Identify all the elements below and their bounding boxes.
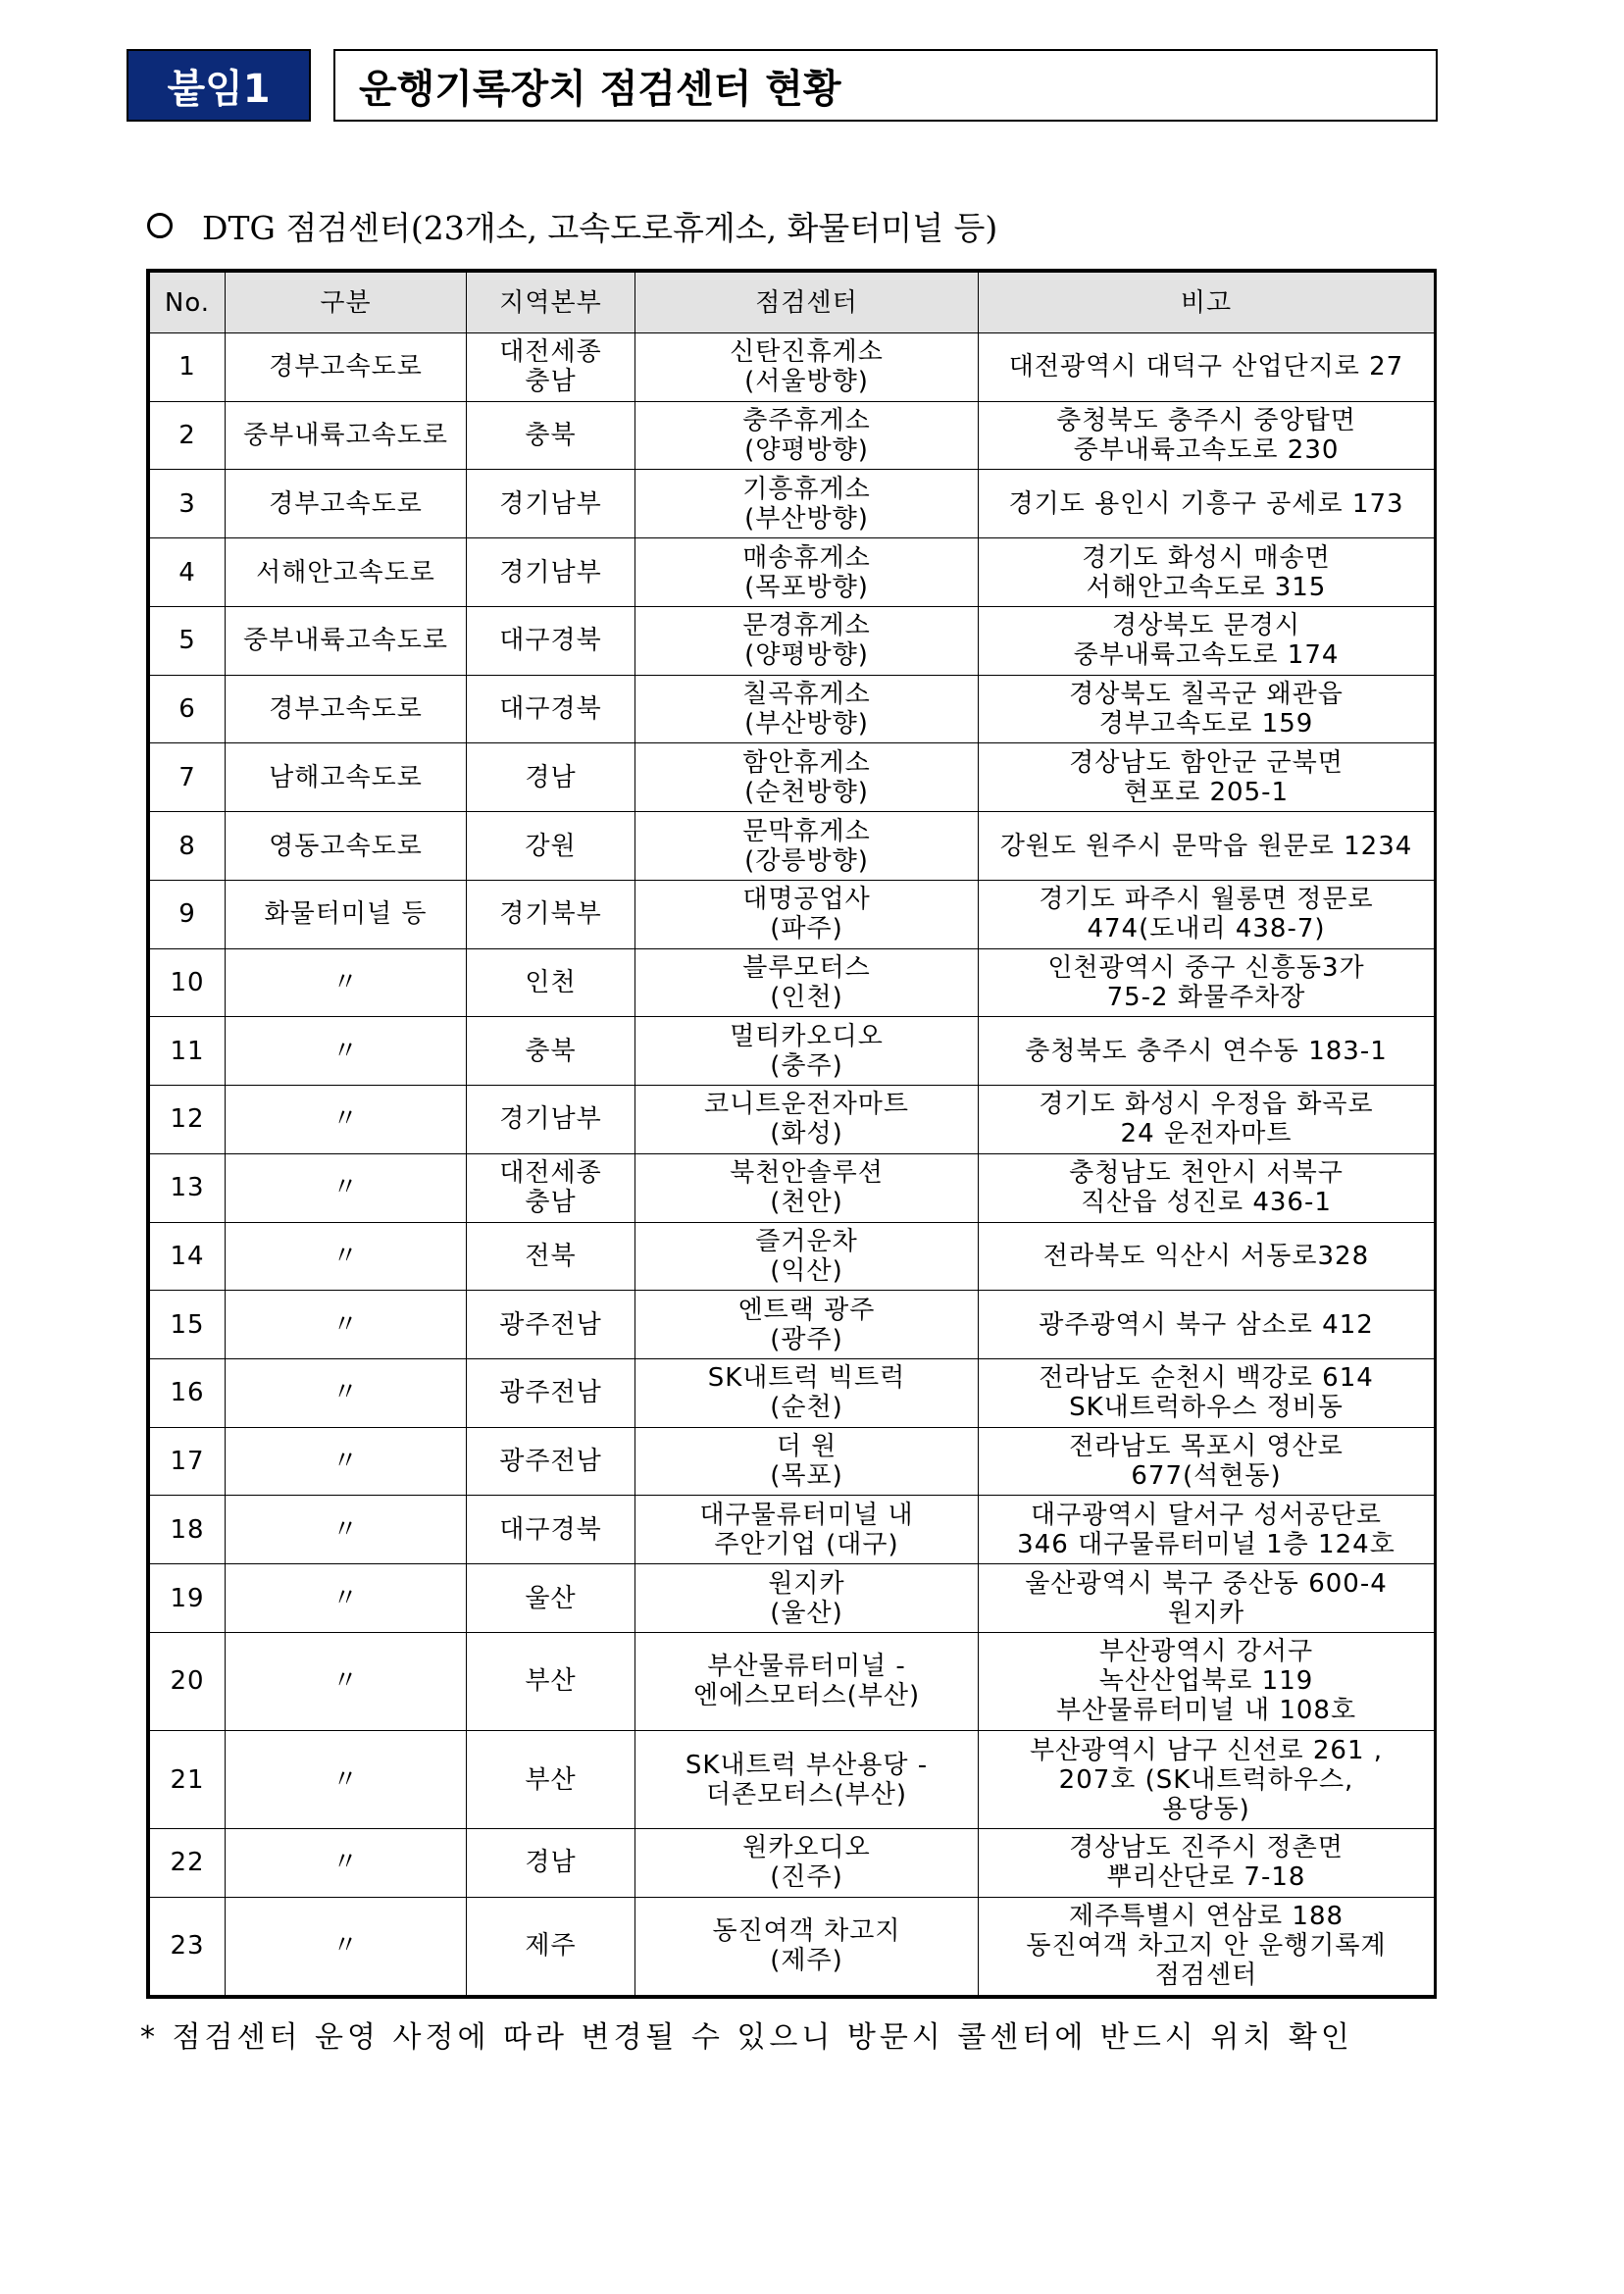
table-row	[150, 333, 1435, 402]
cell-region: 충북	[467, 1017, 635, 1086]
cell-region: 경기남부	[467, 470, 635, 538]
cell-center: 대명공업사 (파주)	[635, 880, 979, 948]
cell-center: SK내트럭 빅트럭 (순천)	[635, 1359, 979, 1428]
cell-region: 강원	[467, 812, 635, 881]
cell-note: 충청북도 충주시 연수동 183-1	[979, 1017, 1435, 1086]
cell-no: 8	[150, 812, 226, 881]
cell-region: 충북	[467, 401, 635, 470]
column-header-region: 지역본부	[467, 273, 635, 333]
column-header-center: 점검센터	[635, 273, 979, 333]
cell-no: 21	[150, 1731, 226, 1829]
cell-no: 12	[150, 1086, 226, 1154]
cell-note: 경상남도 함안군 군북면 현포로 205-1	[979, 743, 1435, 812]
column-header-no: No.	[150, 273, 226, 333]
cell-region: 경남	[467, 743, 635, 812]
cell-gubun: 경부고속도로	[226, 470, 467, 538]
cell-gubun: 〃	[226, 1632, 467, 1730]
cell-note: 경상북도 칠곡군 왜관읍 경부고속도로 159	[979, 675, 1435, 743]
cell-center: 문막휴게소 (강릉방향)	[635, 812, 979, 881]
cell-no: 16	[150, 1359, 226, 1428]
cell-gubun: 중부내륙고속도로	[226, 606, 467, 675]
table-row	[150, 1359, 1435, 1428]
cell-center: 기흥휴게소 (부산방향)	[635, 470, 979, 538]
cell-gubun: 〃	[226, 1496, 467, 1564]
cell-no: 10	[150, 948, 226, 1017]
cell-no: 23	[150, 1897, 226, 1995]
column-header-gubun: 구분	[226, 273, 467, 333]
page-title	[333, 49, 1438, 122]
cell-region: 경기남부	[467, 1086, 635, 1154]
cell-center: 부산물류터미널 - 엔에스모터스(부산)	[635, 1632, 979, 1730]
cell-no: 14	[150, 1222, 226, 1291]
cell-note: 대전광역시 대덕구 산업단지로 27	[979, 333, 1435, 402]
cell-no: 7	[150, 743, 226, 812]
table-row	[150, 1731, 1435, 1829]
cell-no: 17	[150, 1427, 226, 1496]
cell-gubun: 경부고속도로	[226, 333, 467, 402]
cell-no: 5	[150, 606, 226, 675]
cell-note: 경상북도 문경시 중부내륙고속도로 174	[979, 606, 1435, 675]
table-row	[150, 1496, 1435, 1564]
cell-note: 강원도 원주시 문막읍 원문로 1234	[979, 812, 1435, 881]
footnote: * 점검센터 운영 사정에 따라 변경될 수 있으니 방문시 콜센터에 반드시 위치 확인	[140, 2020, 1353, 2055]
inspection-center-table	[146, 269, 1437, 1999]
cell-center: 칠곡휴게소 (부산방향)	[635, 675, 979, 743]
table-row	[150, 812, 1435, 881]
cell-gubun: 〃	[226, 948, 467, 1017]
table-row	[150, 1153, 1435, 1222]
table-row	[150, 470, 1435, 538]
table-header-row	[150, 273, 1435, 333]
cell-gubun: 남해고속도로	[226, 743, 467, 812]
cell-gubun: 〃	[226, 1291, 467, 1359]
cell-gubun: 〃	[226, 1222, 467, 1291]
cell-gubun: 〃	[226, 1153, 467, 1222]
cell-center: 원지카 (울산)	[635, 1564, 979, 1633]
cell-note: 대구광역시 달서구 성서공단로 346 대구물류터미널 1층 124호	[979, 1496, 1435, 1564]
cell-region: 인천	[467, 948, 635, 1017]
cell-gubun: 경부고속도로	[226, 675, 467, 743]
cell-no: 19	[150, 1564, 226, 1633]
table-row	[150, 538, 1435, 607]
table-row	[150, 1086, 1435, 1154]
cell-no: 22	[150, 1829, 226, 1898]
cell-no: 9	[150, 880, 226, 948]
cell-note: 제주특별시 연삼로 188 동진여객 차고지 안 운행기록계 점검센터	[979, 1897, 1435, 1995]
circle-bullet-icon	[147, 213, 173, 238]
cell-region: 제주	[467, 1897, 635, 1995]
cell-region: 광주전남	[467, 1291, 635, 1359]
cell-center: 함안휴게소 (순천방향)	[635, 743, 979, 812]
table-row	[150, 743, 1435, 812]
cell-gubun: 중부내륙고속도로	[226, 401, 467, 470]
cell-note: 경기도 용인시 기흥구 공세로 173	[979, 470, 1435, 538]
section-heading-text: DTG 점검센터(23개소, 고속도로휴게소, 화물터미널 등)	[202, 208, 998, 247]
cell-note: 부산광역시 강서구 녹산산업북로 119 부산물류터미널 내 108호	[979, 1632, 1435, 1730]
table-row	[150, 1632, 1435, 1730]
table-row	[150, 948, 1435, 1017]
cell-center: 매송휴게소 (목포방향)	[635, 538, 979, 607]
cell-region: 광주전남	[467, 1427, 635, 1496]
cell-note: 경기도 화성시 우정읍 화곡로 24 운전자마트	[979, 1086, 1435, 1154]
cell-gubun: 〃	[226, 1427, 467, 1496]
cell-gubun: 화물터미널 등	[226, 880, 467, 948]
cell-gubun: 〃	[226, 1086, 467, 1154]
cell-center: 멀티카오디오 (충주)	[635, 1017, 979, 1086]
table-row	[150, 606, 1435, 675]
cell-no: 15	[150, 1291, 226, 1359]
cell-no: 20	[150, 1632, 226, 1730]
cell-note: 경기도 파주시 월롱면 정문로 474(도내리 438-7)	[979, 880, 1435, 948]
cell-center: 즐거운차 (익산)	[635, 1222, 979, 1291]
cell-region: 부산	[467, 1632, 635, 1730]
table-row	[150, 1427, 1435, 1496]
cell-note: 전라남도 순천시 백강로 614 SK내트럭하우스 정비동	[979, 1359, 1435, 1428]
cell-no: 3	[150, 470, 226, 538]
table-row	[150, 1222, 1435, 1291]
cell-center: 엔트랙 광주 (광주)	[635, 1291, 979, 1359]
table-row	[150, 1291, 1435, 1359]
cell-note: 부산광역시 남구 신선로 261 , 207호 (SK내트럭하우스, 용당동)	[979, 1731, 1435, 1829]
cell-center: 코니트운전자마트 (화성)	[635, 1086, 979, 1154]
cell-center: 더 원 (목포)	[635, 1427, 979, 1496]
cell-region: 부산	[467, 1731, 635, 1829]
cell-center: 신탄진휴게소 (서울방향)	[635, 333, 979, 402]
cell-gubun: 〃	[226, 1017, 467, 1086]
table-body	[150, 333, 1435, 1996]
cell-note: 충청북도 충주시 중앙탑면 중부내륙고속도로 230	[979, 401, 1435, 470]
table-row	[150, 675, 1435, 743]
cell-gubun: 〃	[226, 1731, 467, 1829]
cell-no: 11	[150, 1017, 226, 1086]
cell-center: SK내트럭 부산용당 - 더존모터스(부산)	[635, 1731, 979, 1829]
cell-center: 블루모터스 (인천)	[635, 948, 979, 1017]
cell-gubun: 〃	[226, 1829, 467, 1898]
cell-gubun: 영동고속도로	[226, 812, 467, 881]
cell-region: 광주전남	[467, 1359, 635, 1428]
section-heading	[147, 201, 997, 250]
cell-region: 대구경북	[467, 675, 635, 743]
cell-center: 원카오디오 (진주)	[635, 1829, 979, 1898]
cell-region: 대구경북	[467, 606, 635, 675]
cell-gubun: 〃	[226, 1359, 467, 1428]
table-row	[150, 1829, 1435, 1898]
cell-region: 대전세종 충남	[467, 333, 635, 402]
cell-note: 인천광역시 중구 신흥동3가 75-2 화물주차장	[979, 948, 1435, 1017]
table-row	[150, 1017, 1435, 1086]
cell-note: 전라남도 목포시 영산로 677(석현동)	[979, 1427, 1435, 1496]
cell-region: 대구경북	[467, 1496, 635, 1564]
cell-no: 4	[150, 538, 226, 607]
cell-no: 1	[150, 333, 226, 402]
cell-region: 울산	[467, 1564, 635, 1633]
cell-region: 경남	[467, 1829, 635, 1898]
cell-gubun: 〃	[226, 1564, 467, 1633]
cell-region: 전북	[467, 1222, 635, 1291]
table-row	[150, 401, 1435, 470]
table-row	[150, 1564, 1435, 1633]
cell-region: 경기남부	[467, 538, 635, 607]
page-title-text: 운행기록장치 점검센터 현황	[359, 66, 841, 112]
cell-center: 북천안솔루션 (천안)	[635, 1153, 979, 1222]
cell-no: 6	[150, 675, 226, 743]
cell-note: 전라북도 익산시 서동로328	[979, 1222, 1435, 1291]
cell-no: 18	[150, 1496, 226, 1564]
cell-gubun: 〃	[226, 1897, 467, 1995]
cell-note: 경기도 화성시 매송면 서해안고속도로 315	[979, 538, 1435, 607]
cell-center: 대구물류터미널 내 주안기업 (대구)	[635, 1496, 979, 1564]
column-header-note: 비고	[979, 273, 1435, 333]
cell-note: 경상남도 진주시 정촌면 뿌리산단로 7-18	[979, 1829, 1435, 1898]
cell-no: 13	[150, 1153, 226, 1222]
cell-note: 광주광역시 북구 삼소로 412	[979, 1291, 1435, 1359]
cell-region: 대전세종 충남	[467, 1153, 635, 1222]
attachment-badge: 붙임1	[127, 49, 311, 122]
cell-note: 울산광역시 북구 중산동 600-4 원지카	[979, 1564, 1435, 1633]
cell-region: 경기북부	[467, 880, 635, 948]
table-row	[150, 880, 1435, 948]
cell-center: 문경휴게소 (양평방향)	[635, 606, 979, 675]
cell-no: 2	[150, 401, 226, 470]
cell-note: 충청남도 천안시 서북구 직산읍 성진로 436-1	[979, 1153, 1435, 1222]
table-row	[150, 1897, 1435, 1995]
cell-gubun: 서해안고속도로	[226, 538, 467, 607]
cell-center: 충주휴게소 (양평방향)	[635, 401, 979, 470]
cell-center: 동진여객 차고지 (제주)	[635, 1897, 979, 1995]
